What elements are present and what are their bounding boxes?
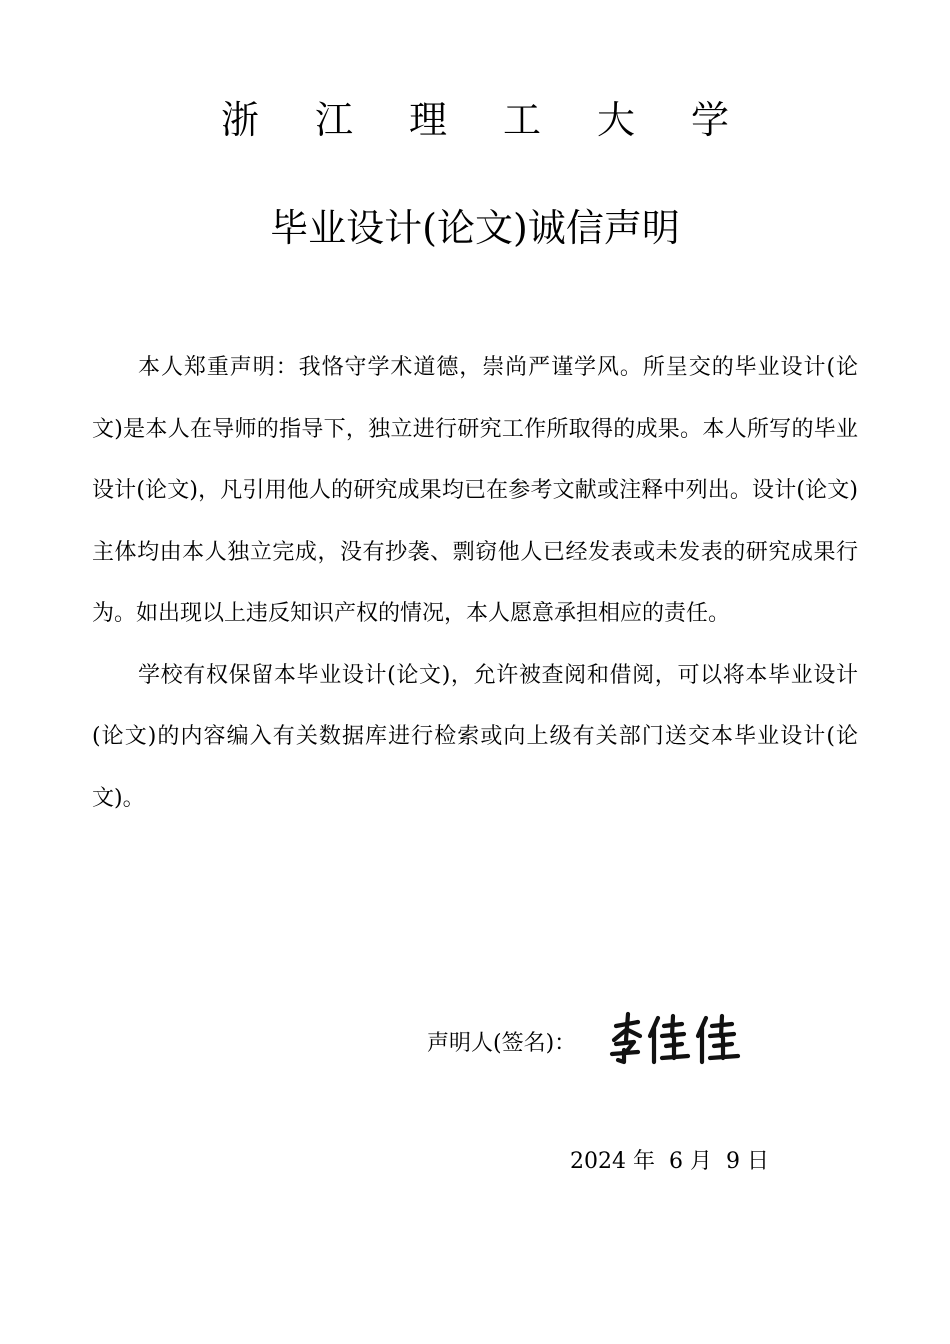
date-day-unit: 日: [747, 1149, 770, 1174]
date-month-unit: 月: [690, 1149, 713, 1174]
signature-label: 声明人(签名)：: [427, 1031, 577, 1056]
university-char: 学: [691, 98, 730, 142]
date-day: 9: [726, 1149, 741, 1174]
document-title: 毕业设计(论文)诚信声明: [270, 206, 680, 250]
declaration-paragraph: 本人郑重声明：我恪守学术道德，崇尚严谨学风。所呈交的毕业设计(论文)是本人在导师的指导下，独立进行研究工作所取得的成果。本人所写的毕业设计(论文)，凡引用他人的研究成果均已在参考文献或注释中列出。设计(论文)主体均由本人独立完成，没有抄袭、剽窃他人已经发表或未发表的研究成果行为。如出现以上违反知识产权的情况，本人愿意承担相应的责任。: [92, 355, 858, 626]
date-year-unit: 年: [633, 1149, 656, 1174]
date-year: 2024: [570, 1149, 626, 1174]
declaration-date: [570, 1146, 769, 1178]
declaration-body: [92, 337, 858, 829]
date-month: 6: [669, 1149, 684, 1174]
handwritten-signature: [604, 1006, 762, 1068]
university-char: 理: [409, 98, 448, 142]
university-char: 工: [503, 98, 542, 142]
university-name: [0, 92, 950, 148]
permission-paragraph: 学校有权保留本毕业设计(论文)，允许被查阅和借阅，可以将本毕业设计(论文)的内容编入有关数据库进行检索或向上级有关部门送交本毕业设计(论文)。: [92, 662, 858, 811]
university-char: 浙: [221, 98, 260, 142]
university-char: 江: [315, 98, 354, 142]
university-char: 大: [597, 98, 636, 142]
